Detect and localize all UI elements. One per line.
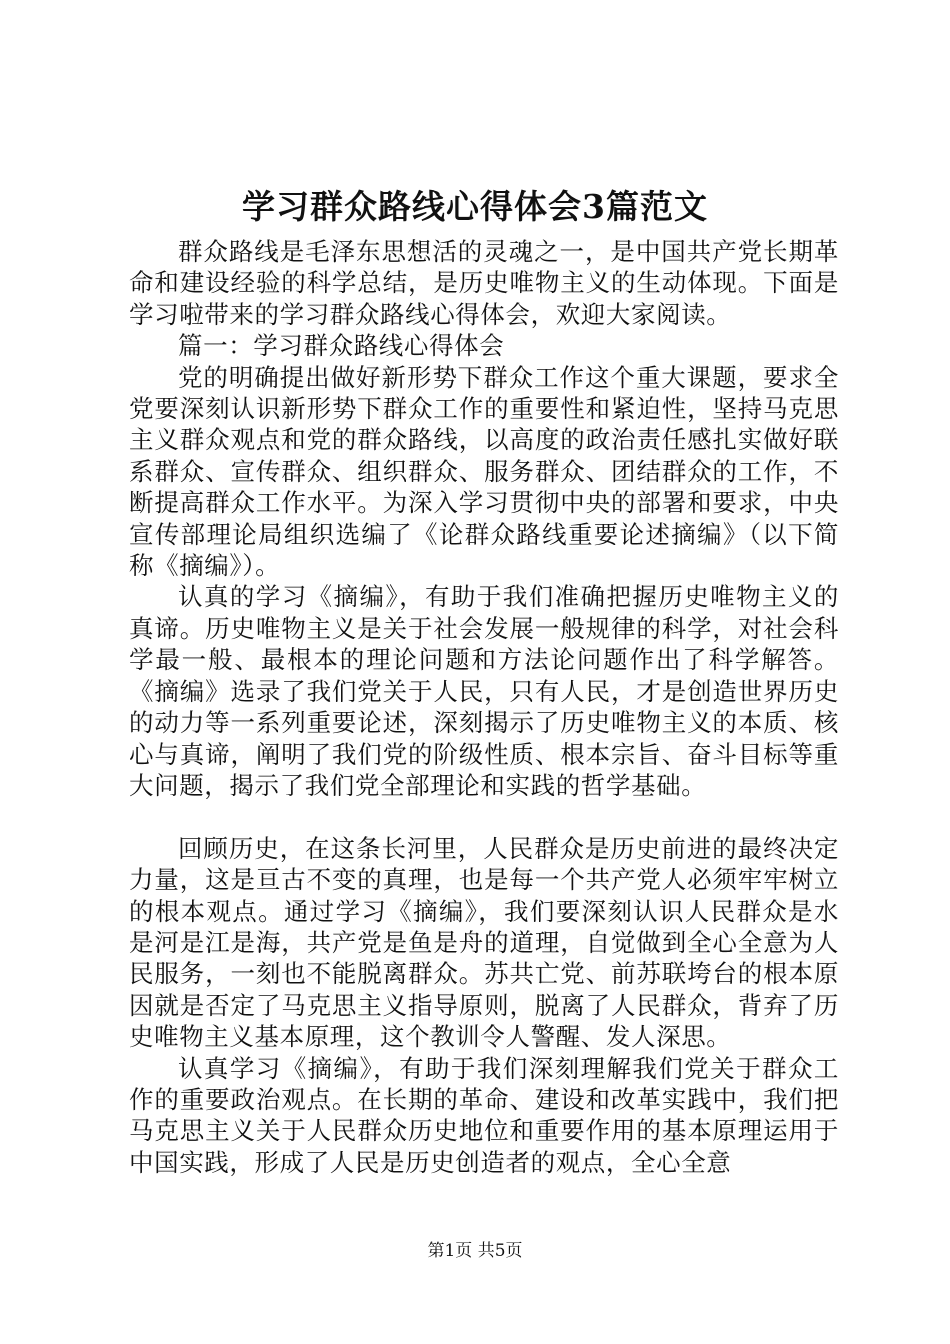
body-paragraph: 认真的学习《摘编》，有助于我们准确把握历史唯物主义的真谛。历史唯物主义是关于社会发展一般规律的科学，对社会科学最一般、最根本的理论问题和方法论问题作出了科学解答。《摘编》选录了我们党关于人民，只有人民，才是创造世界历史的动力等一系列重要论述，深刻揭示了历史唯物主义的本质、核心与真谛，阐明了我们党的阶级性质、根本宗旨、奋斗目标等重大问题，揭示了我们党全部理论和实践的哲学基础。 (129, 582, 839, 800)
body-paragraph: 回顾历史，在这条长河里，人民群众是历史前进的最终决定力量，这是亘古不变的真理，也是每一个共产党人必须牢牢树立的根本观点。通过学习《摘编》，我们要深刻认识人民群众是水是河是江是海，共产党是鱼是舟的道理，自觉做到全心全意为人民服务，一刻也不能脱离群众。苏共亡党、前苏联垮台的根本原因就是否定了马克思主义指导原则，脱离了人民群众，背弃了历史唯物主义基本原理，这个教训令人警醒、发人深思。 (129, 833, 839, 1052)
body-paragraph: 党的明确提出做好新形势下群众工作这个重大课题，要求全党要深刻认识新形势下群众工作的重要性和紧迫性，坚持马克思主义群众观点和党的群众路线，以高度的政治责任感扎实做好联系群众、宣传群众、组织群众、服务群众、团结群众的工作，不断提高群众工作水平。为深入学习贯彻中央的部署和要求，中央宣传部理论局组织选编了《论群众路线重要论述摘编》（以下简称《摘编》）。 (129, 362, 839, 581)
intro-paragraph: 群众路线是毛泽东思想活的灵魂之一，是中国共产党长期革命和建设经验的科学总结，是历史唯物主义的生动体现。下面是学习啦带来的学习群众路线心得体会，欢迎大家阅读。 (129, 237, 839, 329)
body-paragraph: 认真学习《摘编》，有助于我们深刻理解我们党关于群众工作的重要政治观点。在长期的革命、建设和改革实践中，我们把马克思主义关于人民群众历史地位和重要作用的基本原理运用于中国实践，形成了人民是历史创造者的观点，全心全意 (129, 1053, 839, 1177)
page-number-footer: 第1页 共5页 (427, 1241, 523, 1261)
section-heading: 篇一：学习群众路线心得体会 (178, 331, 505, 361)
document-body (129, 236, 839, 1178)
document-title: 学习群众路线心得体会3篇范文 (242, 187, 708, 226)
